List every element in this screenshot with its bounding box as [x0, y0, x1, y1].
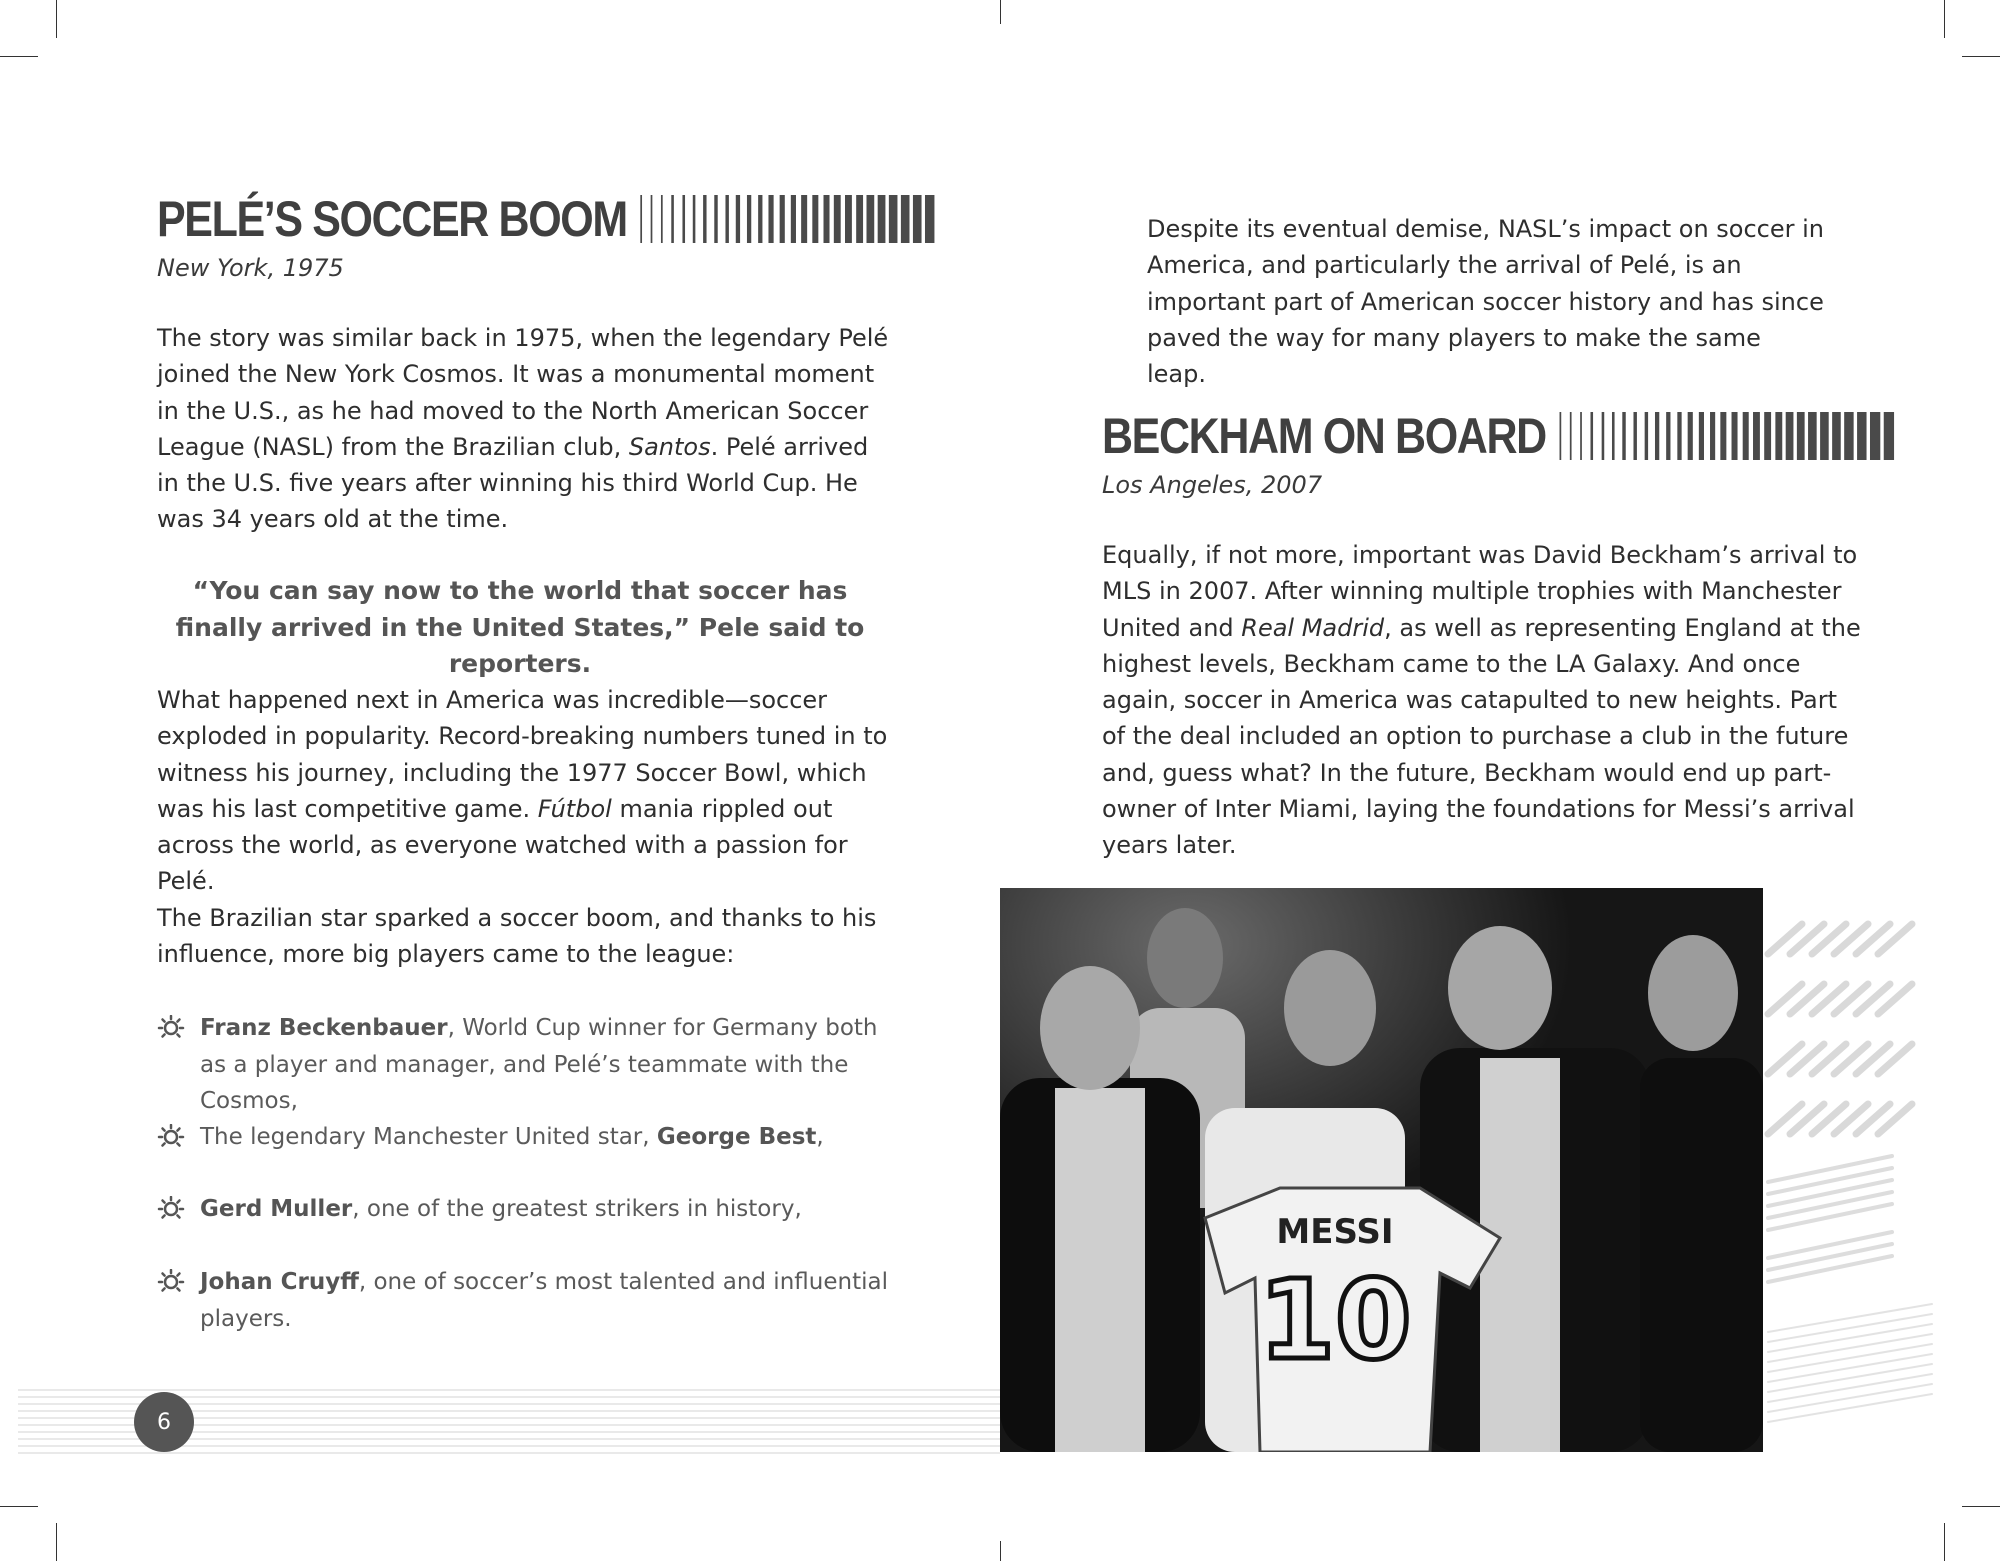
list-item-text: The legendary Manchester United star, George Best, [200, 1124, 824, 1150]
heading-text: BECKHAM ON BOARD [1102, 408, 1546, 464]
crop-mark [1962, 1506, 2000, 1507]
crop-mark [1962, 56, 2000, 57]
page-number-badge: 6 [134, 1392, 194, 1452]
crop-mark [1944, 1523, 1945, 1561]
sun-bullet-icon [156, 1191, 200, 1234]
crop-mark [0, 1506, 38, 1507]
crop-mark [1000, 1541, 1001, 1561]
sun-bullet-icon [156, 1264, 200, 1337]
heading-bars-decoration [641, 195, 935, 243]
crop-mark [56, 0, 57, 38]
crop-mark [0, 56, 38, 57]
crop-mark [56, 1523, 57, 1561]
diagonal-stripes-decoration [1762, 912, 1942, 1427]
subheading-location: New York, 1975 [157, 254, 344, 282]
list-item-text: Franz Beckenbauer, World Cup winner for Germany both as a player and manager, and Pelé’s teammate with the Cosmos, [200, 1015, 878, 1114]
pull-quote: “You can say now to the world that soccer has finally arrived in the United States,” Pele said to reporters. [175, 576, 865, 678]
heading-bars-decoration [1560, 412, 1895, 460]
list-item [156, 1264, 896, 1337]
jersey-number: 10 [1258, 1256, 1412, 1384]
paragraph-boom: What happened next in America was incredible—soccer exploded in popularity. Record-breaking numbers tuned in to witness his journey, including the 1977 Soccer Bowl, which was his last competitive game. Fútbol mania rippled out across the world, as everyone watched with a passion for Pelé. [157, 686, 888, 896]
jersey-name: MESSI [1276, 1212, 1394, 1252]
sun-bullet-icon [156, 1010, 200, 1120]
crop-mark [1000, 0, 1001, 24]
list-item [156, 1191, 896, 1234]
list-item [156, 1010, 896, 1120]
paragraph-nasl-impact: Despite its eventual demise, NASL’s impact on soccer in America, and particularly the arrival of Pelé, is an important part of American soccer history and has since paved the way for many players to make the same leap. [1147, 215, 1825, 389]
section-heading-beckham [1102, 407, 1894, 465]
paragraph-beckham: Equally, if not more, important was David Beckham’s arrival to MLS in 2007. After winning multiple trophies with Manchester United and Real Madrid, as well as representing England at the highest levels, Beckham came to the LA Galaxy. And once again, soccer in America was catapulted to new heights. Part of the deal included an option to purchase a club in the future and, guess what? In the future, Beckham would end up part-owner of Inter Miami, laying the foundations for Messi’s arrival years later. [1102, 541, 1861, 860]
section-heading-pele [157, 190, 935, 248]
paragraph-intro: The story was similar back in 1975, when the legendary Pelé joined the New York Cosmos. It was a monumental moment in the U.S., as he had moved to the North American Soccer League (NASL) from the Brazilian club, Santos. Pelé arrived in the U.S. five years after winning his third World Cup. He was 34 years old at the time. [157, 324, 889, 534]
paragraph-players: The Brazilian star sparked a soccer boom, and thanks to his influence, more big players came to the league: [157, 904, 877, 969]
list-item-text: Gerd Muller, one of the greatest strikers in history, [200, 1196, 802, 1222]
list-item [156, 1119, 896, 1162]
crop-mark [1944, 0, 1945, 38]
messi-signing-photo [1000, 888, 1763, 1452]
subheading-location: Los Angeles, 2007 [1102, 471, 1323, 499]
photo-illustration [1000, 888, 1763, 1452]
sun-bullet-icon [156, 1119, 200, 1162]
list-item-text: Johan Cruyff, one of soccer’s most talented and influential players. [200, 1269, 888, 1332]
heading-text: PELÉ’S SOCCER BOOM [157, 191, 627, 247]
